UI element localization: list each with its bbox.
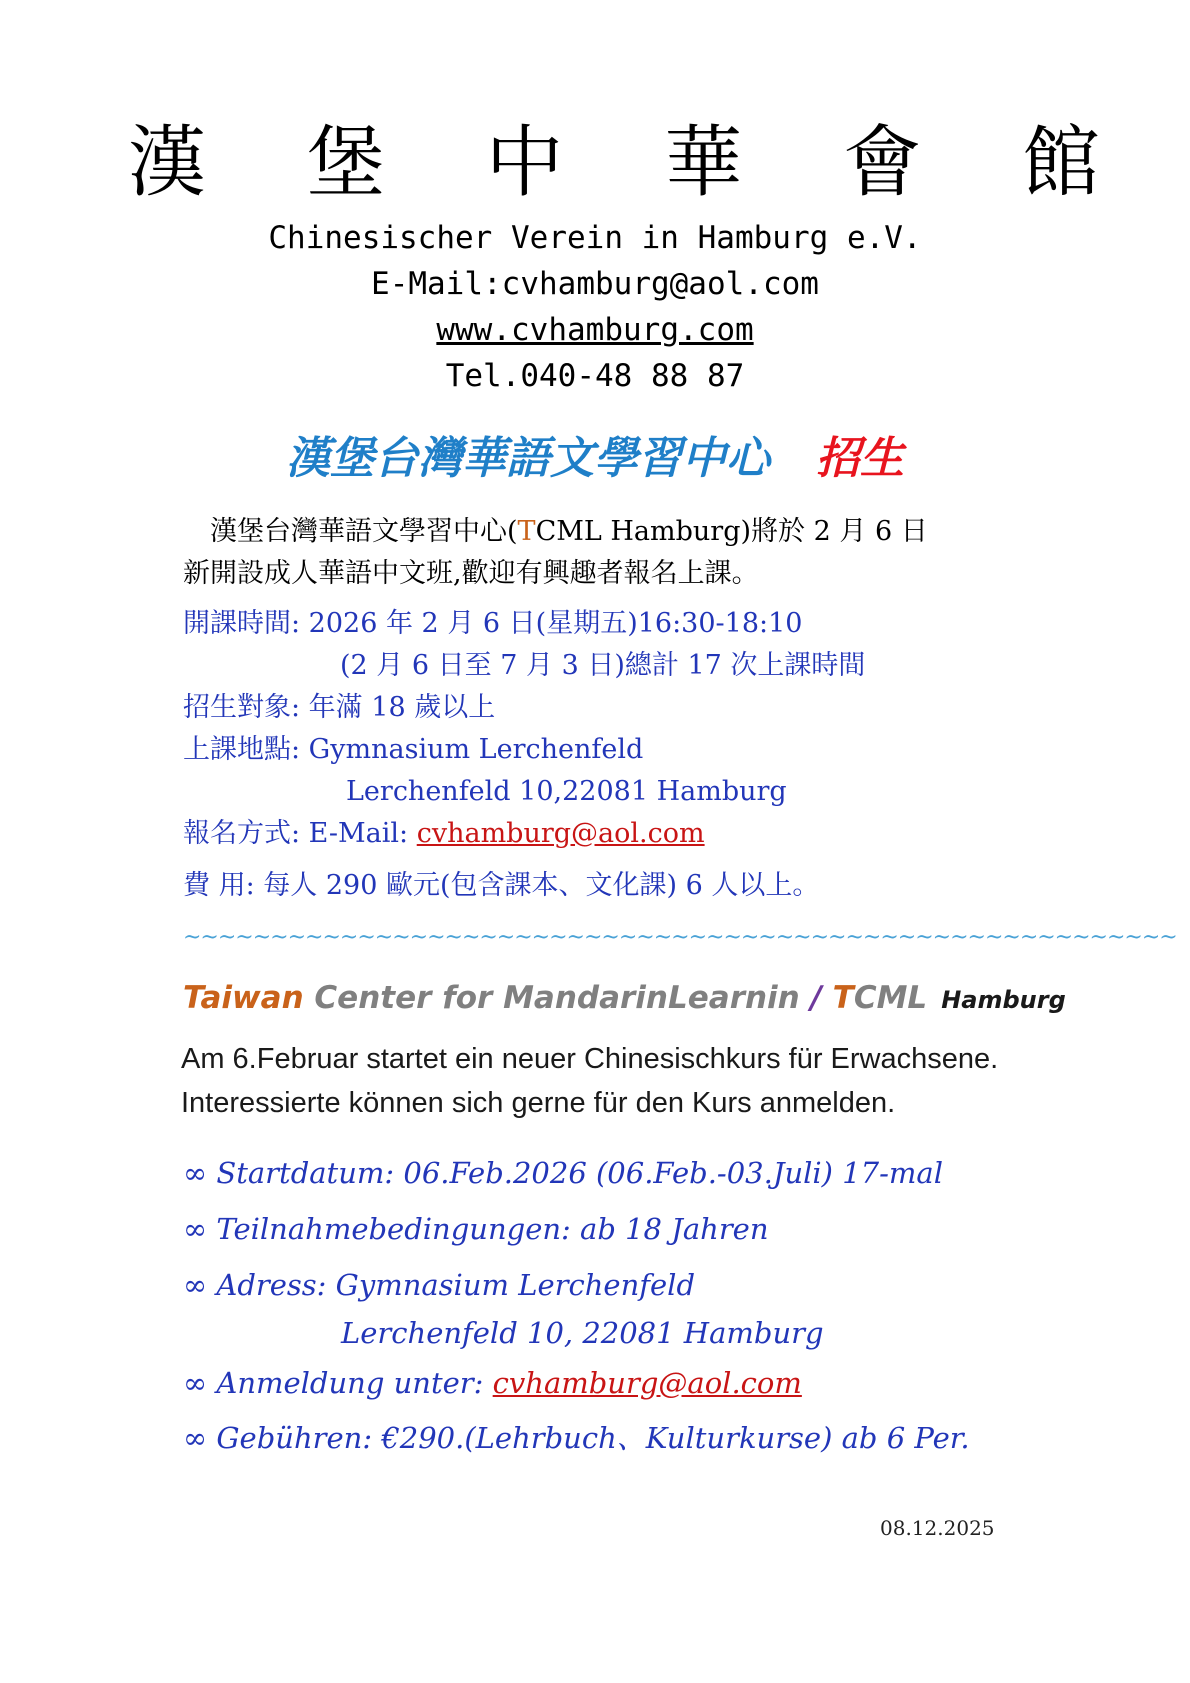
org-name: Chinesischer Verein in Hamburg e.V. (268, 220, 922, 256)
org-chinese-title: 漢 堡 中 華 會 館 (128, 118, 1138, 208)
signup-label: 報名方式: E-Mail: (183, 818, 417, 849)
announcement-intro-line2: 新開設成人華語中文班,歡迎有興趣者報名上課。 (183, 558, 759, 589)
bullet-conditions: ∞ Teilnahmebedingungen: ab 18 Jahren (183, 1212, 769, 1246)
course-fee: 費 用: 每人 290 歐元(包含課本、文化課) 6 人以上。 (183, 870, 820, 901)
bullet-address-line2: Lerchenfeld 10, 22081 Hamburg (341, 1316, 824, 1350)
announcement-intro-line1 (183, 514, 928, 550)
announcement-heading-tag: 招生 (816, 433, 904, 484)
bullet-start-date: ∞ Startdatum: 06.Feb.2026 (06.Feb.-03.Juli) 17-mal (183, 1156, 943, 1190)
german-intro-line1: Am 6.Februar startet ein neuer Chinesischkurs für Erwachsene. (181, 1043, 999, 1075)
intro-t-letter: T (517, 516, 536, 547)
bullet-address-line1: ∞ Adress: Gymnasium Lerchenfeld (183, 1268, 696, 1302)
org-phone: Tel.040-48 88 87 (445, 358, 745, 394)
bullet-signup (183, 1363, 802, 1403)
org-email: E-Mail:cvhamburg@aol.com (371, 266, 819, 302)
org-website-link[interactable]: www.cvhamburg.com (436, 312, 754, 348)
intro-suffix: CML Hamburg)將於 2 月 6 日 (535, 516, 928, 547)
course-location-line2: Lerchenfeld 10,22081 Hamburg (346, 776, 787, 807)
course-time-line1: 開課時間: 2026 年 2 月 6 日(星期五)16:30-18:10 (183, 608, 803, 639)
title-center: Center for MandarinLearnin (303, 980, 811, 1016)
bullet-fees: ∞ Gebühren: €290.(Lehrbuch、Kulturkurse) ab 6 Per. (183, 1421, 970, 1455)
wave-divider: ~~~~~~~~~~~~~~~~~~~~~~~~~~~~~~~~~~~~~~~~~~~~~~~~~~~~~~~~~ (183, 925, 1177, 950)
announcement-heading-text: 漢堡台灣華語文學習中心 (286, 433, 770, 484)
course-time-line2: (2 月 6 日至 7 月 3 日)總計 17 次上課時間 (340, 650, 866, 681)
course-target: 招生對象: 年滿 18 歲以上 (183, 692, 496, 723)
intro-prefix: 漢堡台灣華語文學習中心( (183, 516, 518, 547)
document-date: 08.12.2025 (880, 1516, 995, 1540)
course-signup (183, 816, 705, 852)
signup-email-link[interactable]: cvhamburg@aol.com (416, 818, 705, 849)
announcement-heading (0, 432, 1190, 486)
title-hamburg: Hamburg (941, 986, 1066, 1014)
title-cml: CML (853, 980, 928, 1016)
title-taiwan: Taiwan (183, 980, 304, 1016)
bullet-signup-label: ∞ Anmeldung unter: (183, 1366, 493, 1400)
german-section-title (183, 978, 1066, 1020)
title-t-letter: T (821, 980, 854, 1016)
german-intro-line2: Interessierte können sich gerne für den Kurs anmelden. (181, 1087, 896, 1119)
course-location-line1: 上課地點: Gymnasium Lerchenfeld (183, 734, 644, 765)
bullet-signup-email-link[interactable]: cvhamburg@aol.com (492, 1366, 802, 1400)
title-slash: / (810, 980, 822, 1016)
